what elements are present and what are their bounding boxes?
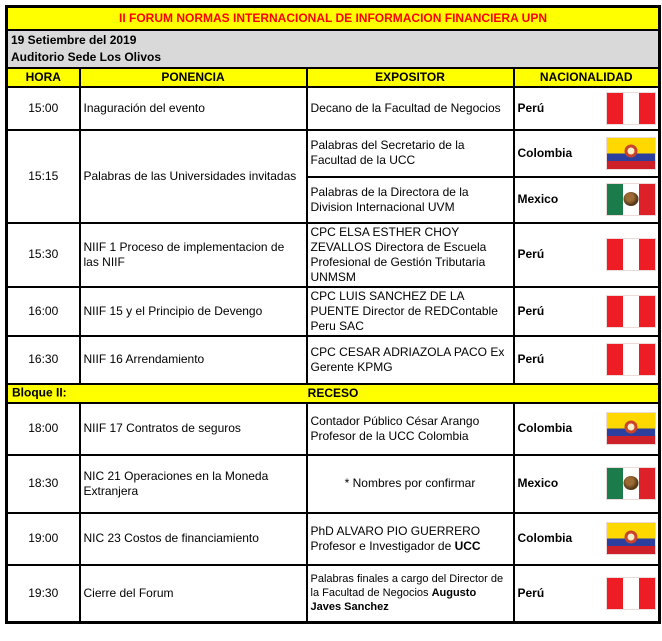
country-label: Colombia: [517, 531, 573, 545]
nationality-cell: [514, 455, 660, 513]
time-cell: 16:00: [7, 287, 80, 336]
country-label: Perú: [517, 303, 545, 318]
schedule-table: [5, 5, 661, 624]
speaker-text-bold: UCC: [454, 538, 481, 553]
topic-cell: NIIF 15 y el Principio de Devengo: [80, 287, 307, 336]
topic-cell: NIIF 1 Proceso de implementacion de las NIIF: [80, 223, 307, 287]
nationality-cell: [514, 403, 660, 455]
topic-cell: NIIF 16 Arrendamiento: [80, 336, 307, 384]
table-row: [7, 565, 660, 623]
country-label: Colombia: [517, 145, 573, 160]
country-label: Colombia: [517, 421, 573, 435]
speaker-cell: CPC LUIS SANCHEZ DE LA PUENTE Director de REDContable Peru SAC: [307, 287, 514, 336]
speaker-cell: Palabras del Secretario de la Facultad de la UCC: [307, 130, 514, 177]
receso-label: RECESO: [307, 385, 359, 400]
country-label: Perú: [517, 247, 545, 261]
peru-flag-icon: [607, 239, 655, 270]
receso-row: [7, 384, 660, 403]
time-cell: 18:30: [7, 455, 80, 513]
nationality-cell: [514, 565, 660, 623]
peru-flag-icon: [607, 93, 655, 124]
colombia-flag-icon: [607, 523, 655, 554]
nationality-cell: [514, 130, 660, 177]
nationality-cell: [514, 87, 660, 130]
speaker-text: PhD ALVARO PIO GUERRERO Profesor e Investigador de: [310, 523, 481, 553]
topic-cell: Cierre del Forum: [80, 565, 307, 623]
table-row: [7, 130, 660, 177]
schedule-sheet: [5, 5, 661, 624]
topic-cell: NIC 21 Operaciones en la Moneda Extranjera: [80, 455, 307, 513]
nationality-cell: [514, 513, 660, 565]
column-header-ponencia: PONENCIA: [80, 68, 307, 87]
speaker-cell: CPC CESAR ADRIAZOLA PACO Ex Gerente KPMG: [307, 336, 514, 384]
colombia-flag-icon: [607, 413, 655, 444]
nationality-cell: [514, 177, 660, 223]
speaker-text-bold: Augusto Javes Sanchez: [310, 587, 477, 614]
table-row: [7, 223, 660, 287]
event-info: [7, 30, 660, 68]
event-date: 19 Setiembre del 2019: [11, 32, 137, 47]
header-row: [7, 68, 660, 87]
table-row: [7, 87, 660, 130]
country-label: Perú: [517, 585, 545, 600]
country-label: Perú: [517, 100, 545, 115]
table-row: [7, 336, 660, 384]
country-label: Perú: [517, 352, 545, 366]
nationality-cell: [514, 287, 660, 336]
mexico-flag-icon: [607, 468, 655, 499]
bloque-label: Bloque II:: [12, 385, 67, 400]
table-row: [7, 455, 660, 513]
time-cell: 18:00: [7, 403, 80, 455]
table-row: [7, 513, 660, 565]
speaker-cell: Palabras de la Directora de la Division Internacional UVM: [307, 177, 514, 223]
time-cell: 16:30: [7, 336, 80, 384]
table-row: [7, 287, 660, 336]
peru-flag-icon: [607, 296, 655, 327]
page-title: II FORUM NORMAS INTERNACIONAL DE INFORMACION FINANCIERA UPN: [7, 7, 660, 30]
time-cell: 15:15: [7, 130, 80, 223]
colombia-flag-icon: [607, 138, 655, 169]
speaker-cell: CPC ELSA ESTHER CHOY ZEVALLOS Directora de Escuela Profesional de Gestión Tributaria UNMSM: [307, 223, 514, 287]
speaker-text: Palabras finales a cargo del Director de la Facultad de Negocios: [310, 573, 504, 600]
info-row: [7, 30, 660, 68]
topic-cell: Inaguración del evento: [80, 87, 307, 130]
column-header-hora: HORA: [7, 68, 80, 87]
mexico-flag-icon: [607, 184, 655, 215]
title-row: [7, 7, 660, 30]
speaker-cell: Contador Público César Arango Profesor de la UCC Colombia: [307, 403, 514, 455]
receso-cell: [7, 384, 660, 403]
topic-cell: NIIF 17 Contratos de seguros: [80, 403, 307, 455]
time-cell: 19:00: [7, 513, 80, 565]
time-cell: 15:30: [7, 223, 80, 287]
topic-cell: Palabras de las Universidades invitadas: [80, 130, 307, 223]
country-label: Mexico: [517, 192, 559, 206]
time-cell: 19:30: [7, 565, 80, 623]
topic-cell: NIC 23 Costos de financiamiento: [80, 513, 307, 565]
column-header-expositor: EXPOSITOR: [307, 68, 514, 87]
speaker-cell: [307, 565, 514, 623]
event-venue: Auditorio Sede Los Olivos: [11, 49, 162, 64]
speaker-cell: * Nombres por confirmar: [307, 455, 514, 513]
nationality-cell: [514, 223, 660, 287]
peru-flag-icon: [607, 578, 655, 609]
table-row: [7, 403, 660, 455]
time-cell: 15:00: [7, 87, 80, 130]
nationality-cell: [514, 336, 660, 384]
speaker-cell: Decano de la Facultad de Negocios: [307, 87, 514, 130]
peru-flag-icon: [607, 344, 655, 375]
speaker-cell: [307, 513, 514, 565]
country-label: Mexico: [517, 476, 559, 490]
column-header-nacionalidad: NACIONALIDAD: [514, 68, 660, 87]
